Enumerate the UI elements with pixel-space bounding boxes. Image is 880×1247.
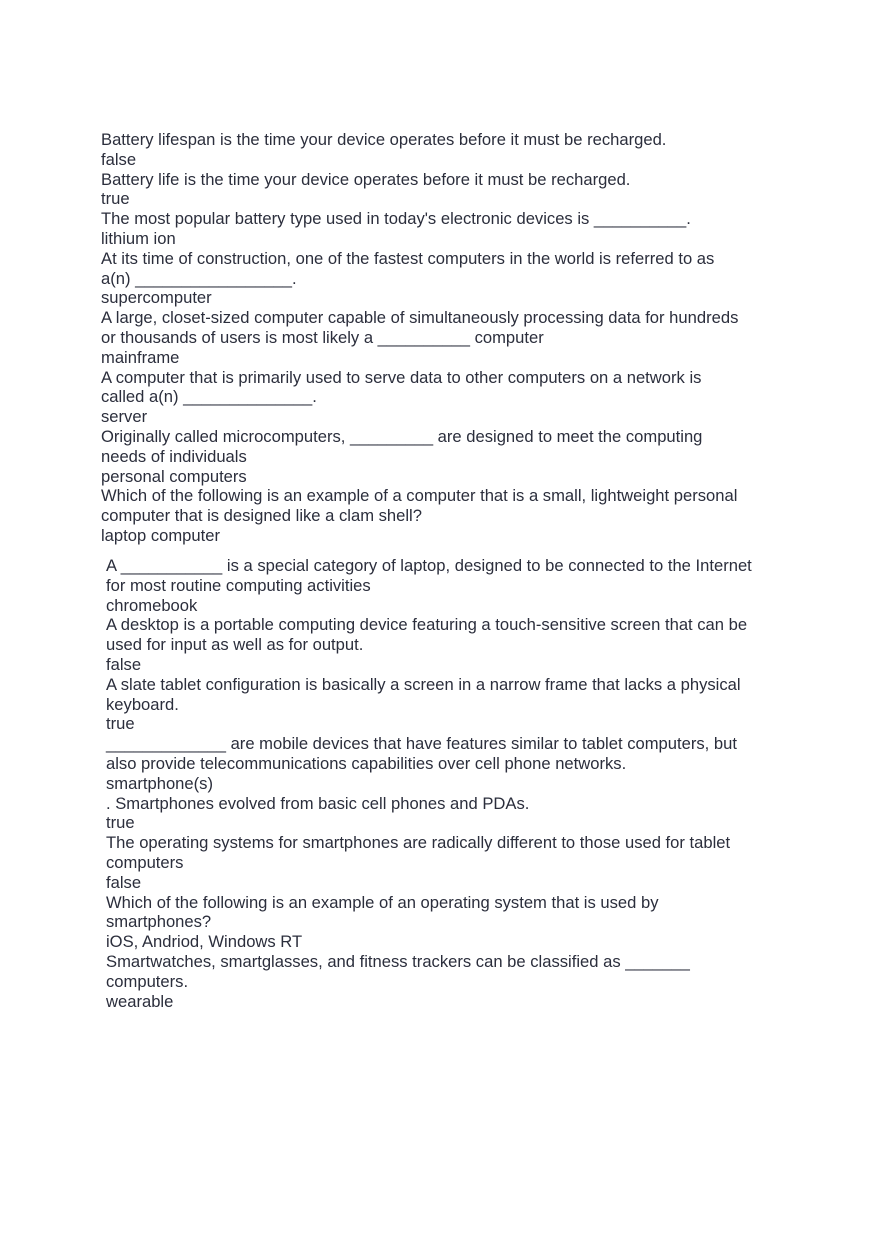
question-text: A ___________ is a special category of laptop, designed to be connected to the Internet: [106, 556, 752, 575]
question-text: computers.: [106, 971, 189, 991]
qa-block-2: [106, 556, 796, 1011]
qa-item: [101, 368, 781, 427]
answer-text: false: [106, 872, 142, 892]
qa-item: [106, 734, 796, 793]
qa-item: [106, 893, 796, 952]
question-text: The operating systems for smartphones are radically different to those used for tablet: [106, 833, 731, 853]
answer-text: laptop computer: [101, 525, 220, 545]
question-text: _____________ are mobile devices that have features similar to tablet computers, but: [106, 734, 737, 754]
answer-text: iOS, Andriod, Windows RT: [106, 932, 303, 952]
qa-item: [101, 209, 781, 249]
answer-text: true: [106, 714, 135, 734]
question-text: Battery lifespan is the time your device operates before it must be recharged.: [101, 130, 667, 149]
question-text: The most popular battery type used in today's electronic devices is __________.: [101, 209, 691, 229]
qa-item: [101, 486, 781, 545]
question-text: smartphones?: [106, 912, 212, 932]
question-text: needs of individuals: [101, 446, 247, 466]
answer-text: personal computers: [101, 466, 247, 486]
qa-item: [106, 952, 796, 1011]
answer-text: lithium ion: [101, 228, 176, 248]
question-text: Smartwatches, smartglasses, and fitness trackers can be classified as _______: [106, 951, 690, 971]
question-text: for most routine computing activities: [106, 575, 371, 595]
question-text: A desktop is a portable computing device featuring a touch-sensitive screen that can be: [106, 615, 748, 635]
answer-text: true: [106, 813, 135, 833]
qa-block-1: [101, 130, 781, 546]
question-text: computers: [106, 852, 184, 872]
question-text: used for input as well as for output.: [106, 635, 364, 655]
qa-item: [106, 833, 796, 892]
qa-item: [101, 130, 781, 170]
question-text: A computer that is primarily used to serve data to other computers on a network is: [101, 367, 702, 387]
qa-item: [101, 308, 781, 367]
answer-text: false: [106, 654, 142, 674]
question-text: A slate tablet configuration is basically a screen in a narrow frame that lacks a physical: [106, 674, 741, 694]
qa-item: [106, 675, 796, 734]
answer-text: false: [101, 149, 137, 169]
answer-text: smartphone(s): [106, 773, 213, 793]
qa-item: [106, 556, 796, 615]
question-text: At its time of construction, one of the fastest computers in the world is referred to as: [101, 248, 715, 268]
qa-item: [101, 249, 781, 308]
question-text: also provide telecommunications capabilities over cell phone networks.: [106, 753, 627, 773]
question-text: Originally called microcomputers, _________ are designed to meet the computing: [101, 426, 703, 446]
question-text: or thousands of users is most likely a __________ computer: [101, 327, 544, 347]
answer-text: supercomputer: [101, 288, 212, 308]
question-text: Battery life is the time your device operates before it must be recharged.: [101, 169, 631, 189]
qa-item: [101, 427, 781, 486]
qa-item: [101, 170, 781, 210]
answer-text: mainframe: [101, 347, 180, 367]
answer-text: server: [101, 407, 148, 427]
answer-text: true: [101, 189, 130, 209]
qa-item: [106, 794, 796, 834]
question-text: called a(n) ______________.: [101, 387, 317, 407]
question-text: keyboard.: [106, 694, 179, 714]
answer-text: chromebook: [106, 595, 198, 615]
question-text: a(n) _________________.: [101, 268, 297, 288]
question-text: A large, closet-sized computer capable of simultaneously processing data for hundreds: [101, 308, 739, 328]
question-text: Which of the following is an example of an operating system that is used by: [106, 892, 659, 912]
question-text: computer that is designed like a clam shell?: [101, 506, 422, 526]
answer-text: wearable: [106, 991, 174, 1011]
question-text: . Smartphones evolved from basic cell phones and PDAs.: [106, 793, 530, 813]
qa-item: [106, 615, 796, 674]
question-text: Which of the following is an example of a computer that is a small, lightweight personal: [101, 486, 738, 506]
